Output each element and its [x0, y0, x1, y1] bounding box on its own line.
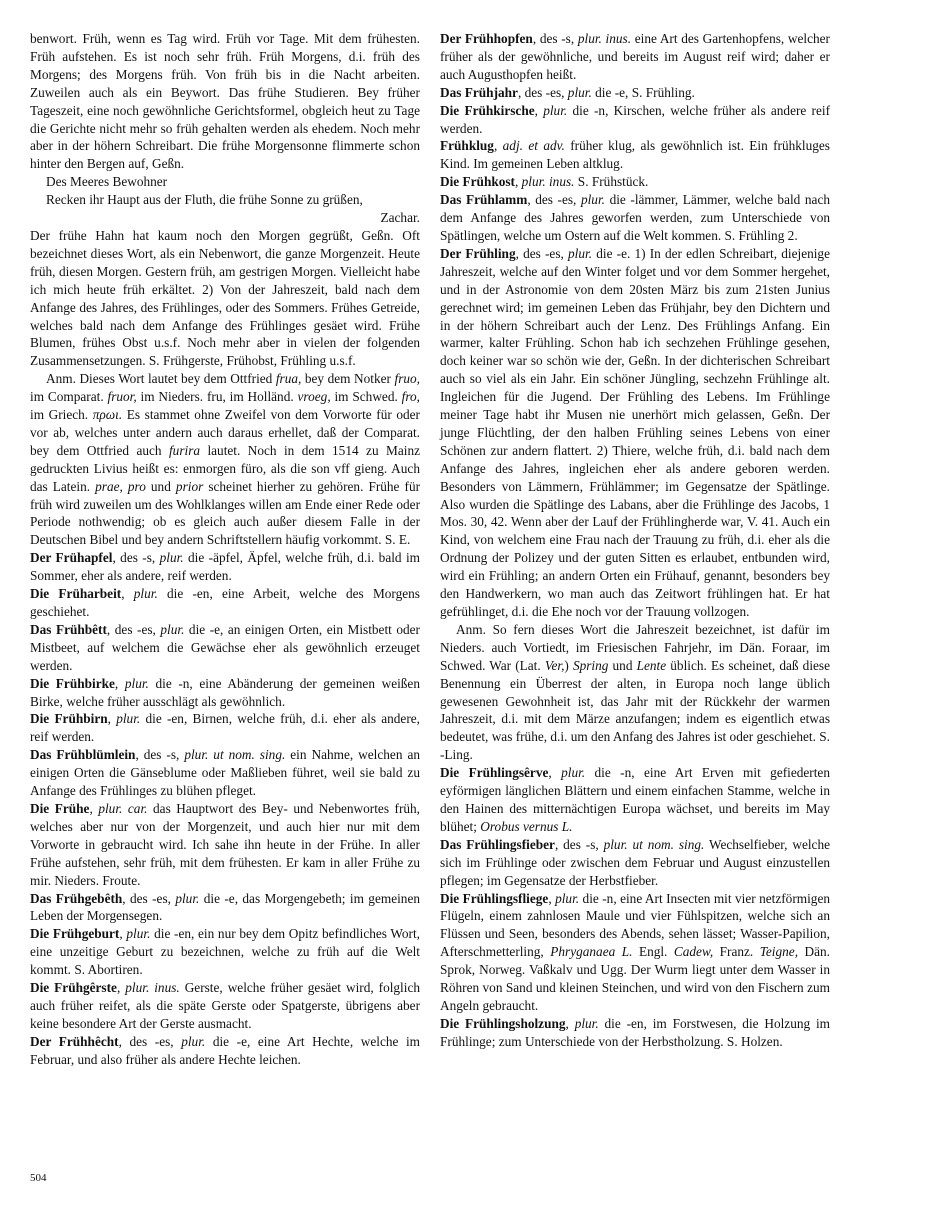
- italic-term: Spring: [572, 657, 609, 673]
- entry-text: Der frühe Hahn hat kaum noch den Morgen gegrüßt, Geßn. Oft bezeichnet dieses Wort, als ein Nebenwort, die ganze Morgenzeit. Heute früh, diesen Morgen. Gestern früh, am gestrigen Morgen. Vielleicht habe ich mich heute früh erkältet. 2) Von der Jahreszeit, bald nach dem Anfange des Jahres, des Frühlinges, oder des Sommers. Frühes Getreide, welches bald nach dem Anfange des Frühlinges gesäet wird. Frühe Blumen, frühes Obst u.s.f. Noch mehr aber in vielen der folgenden Zusammensetzungen. S. Frühgerste, Frühobst, Frühling u.s.f.: [30, 227, 420, 369]
- entry-text: ,: [493, 138, 503, 154]
- entry-text: S. Frühstück.: [574, 174, 649, 190]
- italic-term: plur. inus.: [125, 980, 180, 996]
- italic-term: plur.: [561, 765, 586, 781]
- entry-paragraph: [440, 102, 830, 138]
- entry-paragraph: [440, 137, 830, 173]
- italic-term: plur. inus.: [521, 174, 575, 190]
- headword: Die Frühlingsfliege: [440, 890, 549, 906]
- entry-text: ,: [107, 711, 117, 727]
- entry-text: das Hauptwort des Bey- und Nebenwortes früh, welches aber nur von der Morgenzeit, und auch hier nur mit dem Vorworte in gebraucht wird. Ich sahe ihn heute in der Frühe. In aller Frühe aufstehen, sehr früh, mit dem frühesten. Er kam in aller Frühe zu mir. Nieders. Froute.: [30, 800, 421, 888]
- entry-text: die -e, eine Art Hechte, welche im Februar, und also früher als andere Hechte leichen.: [30, 1033, 421, 1067]
- entry-text: die -en, Birnen, welche früh, d.i. eher als andere, reif werden.: [30, 711, 420, 745]
- entry-paragraph: [440, 84, 830, 102]
- entry-text: , des -es,: [527, 192, 581, 208]
- entry-text: im Griech.: [30, 407, 93, 423]
- entry-text: die -en, im Forstwesen, die Holzung im Frühlinge; zum Unterschiede von der Herbstholzung. S. Holzen.: [440, 1015, 831, 1049]
- entry-paragraph: [440, 1015, 830, 1051]
- entry-paragraph: [30, 191, 420, 209]
- headword: Die Frühgêrste: [30, 980, 117, 996]
- entry-text: bey dem Notker: [301, 371, 395, 387]
- entry-paragraph: [30, 585, 420, 621]
- entry-paragraph: [30, 979, 420, 1033]
- entry-text: Gerste, welche früher gesäet wird, folglich auch früher reifet, als die späte Gerste oder Spatgerste, übrigens aber keine besondere Art der Gerste ausmacht.: [30, 980, 420, 1031]
- italic-term: plur.: [543, 102, 568, 118]
- entry-paragraph: [30, 621, 420, 675]
- entry-text: ,: [116, 980, 126, 996]
- entry-text: scheinet hierher zu gehören. Frühe für früh wird zuweilen um des Wohlklanges willen am Ende einer Rede oder Periode nothwendig; ob es gleich auch außer diesem Falle in der Deutschen Bibel und bey andern Schriftstellern häufig vorkommt. S. E.: [30, 478, 421, 548]
- entry-text: die -n, eine Abänderung der gemeinen weißen Birke, welche früher ausschlägt als gewöhnlich.: [30, 675, 420, 709]
- entry-text: die -e. 1) In der edlen Schreibart, diejenige Jahreszeit, welche auf den Winter folget und vor dem Sommer hergehet, und in der Astronomie von dem 20sten März bis zum 21sten Junius gerechnet wird; im gemeinen Leben das Frühjahr, bey den Dichtern und in der höhern Schreibart auch der Lenz. Des Frühlings Anfang. Ein warmer, kalter Frühling. Schon hab ich sechzehen Frühlinge gesehen, doch keiner war so schön wie der, Geßn. In der dichterischen Schreibart auch so viel als ein Jahr. Ein schöner Jüngling, sechzehn Frühlinge alt. Ingleichen für die Jugend. Der Frühling des Lebens. Im Frühlinge meiner Tage habt ihr Musen nie unerhört mich gelassen, Geßn. Der junge Flüchtling, der den halben Frühling seines Lebens von einer Schönen zur andern flattert. 2) Thiere, welche früh, d.i. bald nach dem Anfange des Jahres, ingleichen eher als andere geboren werden. Besonders von Lämmern, Frühlämmer; im Gegensatze der Spätlinge. Also wurden die Spätlinge des Labans, aber die Frühlinge des Jacobs, 1 Mos. 30, 42. Wenn aber der Lauf der Frühlingherde war, V. 41. Auch ein Kind, von welchem eine Frau nach der Trauung zu früh, d.i. eher als die Ordnung der Polizey und der guten Sitten es erlaubet, entbunden wird, wird ein Frühling; an andern Orten ein Frühauf, genannt, besonders bey den Handwerkern, wo man auch das Zeitwort frühlingen hat. Er hat gefrühlinget, d.i. die Ehe noch vor der Trauung vollzogen.: [440, 245, 830, 619]
- italic-term: fruo,: [394, 371, 420, 387]
- entry-text: ,: [565, 1015, 575, 1031]
- headword: Frühklug: [440, 138, 494, 154]
- entry-text: ,: [121, 586, 134, 602]
- headword: Das Frühblümlein: [30, 747, 136, 763]
- right-column: [440, 30, 830, 1051]
- italic-term: plur. car.: [98, 800, 148, 816]
- italic-term: plur.: [181, 1033, 206, 1049]
- entry-text: Recken ihr Haupt aus der Fluth, die frühe Sonne zu grüßen,: [46, 192, 363, 208]
- entry-text: und: [608, 657, 637, 673]
- entry-paragraph: [30, 746, 420, 800]
- entry-paragraph: [440, 245, 830, 621]
- entry-text: im Schwed.: [330, 389, 402, 405]
- headword: Der Frühling: [440, 245, 516, 261]
- entry-text: die -e, an einigen Orten, ein Mistbett oder Mistbeet, auf welchem die Gewächse eher als gewöhnlich erzeuget werden.: [30, 621, 420, 673]
- italic-term: plur.: [580, 192, 605, 208]
- entry-text: , des -es,: [517, 84, 568, 100]
- entry-text: , des -es,: [106, 621, 161, 637]
- italic-term: Phryganaea L.: [550, 944, 633, 960]
- headword: Die Frühe: [30, 800, 90, 816]
- italic-term: fruor,: [107, 389, 137, 405]
- entry-text: Es stammet ohne Zweifel von dem Vorworte für oder vor ab, welches unter andern auch daraus erhellet, daß der Comparat. bey dem Ottfried auch: [30, 407, 420, 458]
- left-column: [30, 30, 420, 1069]
- headword: Die Frühgeburt: [30, 926, 120, 942]
- italic-term: plur.: [555, 890, 580, 906]
- entry-text: ,: [548, 890, 556, 906]
- entry-text: die -äpfel, Äpfel, welche früh, d.i. bald im Sommer, eher als andere, reif werden.: [30, 550, 420, 584]
- entry-paragraph: [30, 173, 420, 191]
- entry-text: Dän. Sprok, Norweg. Vaßkalv und Ugg. Der Wurm liegt unter dem Wasser in Röhren von Sand und kleinen Steinchen, und wird von den Fischern zum Angeln gebraucht.: [440, 944, 830, 1013]
- entry-text: Anm. Dieses Wort lautet bey dem Ottfried: [46, 371, 276, 387]
- entry-text: die -lämmer, Lämmer, welche bald nach dem Anfange des Jahres geworfen werden, zum Unterschiede von Spätlingen, welche um Ostern auf die Welt kommen. S. Frühling 2.: [440, 192, 831, 243]
- entry-paragraph: [30, 710, 420, 746]
- italic-term: frua,: [275, 371, 302, 387]
- entry-text: die -n, eine Art Insecten mit vier netzförmigen Flügeln, einem zahnlosen Maule und vier Fühlspitzen, welche sich an Flüssen und Seen, besonders des Abends, sehen lässet; Wasser-Papilion, Afterschmetterling,: [440, 890, 830, 960]
- headword: Die Frühlingsêrve: [440, 765, 549, 781]
- italic-term: plur.: [133, 586, 158, 602]
- entry-text: üblich. Es scheinet, daß diese Benennung ein Überrest der alten, in Europa noch lange üblich gewesenen Gewohnheit ist, das Jahr mit der Rückkehr der warmen Jahreszeit, d.i. mit dem Märze anzufangen; indem es eigentlich etwas bedeutet, was frühe, d.i. um den Anfang des Jahres ist oder geschiehet. S. -Ling.: [440, 657, 830, 763]
- headword: Das Frühgebêth: [30, 890, 123, 906]
- entry-text: , des -s,: [135, 747, 185, 763]
- italic-term: plur.: [116, 711, 141, 727]
- entry-text: ,: [534, 102, 544, 118]
- entry-paragraph: [30, 925, 420, 979]
- entry-text: Anm. So fern dieses Wort die Jahreszeit bezeichnet, ist dafür im Nieders. auch Vortiedt, im Friesischen Fahrjehr, im Dän. Foraar, im Schwed. War (Lat.: [440, 621, 830, 673]
- italic-term: plur.: [126, 926, 151, 942]
- italic-term: plur.: [574, 1015, 599, 1031]
- italic-term: plur. ut nom. sing.: [603, 836, 705, 852]
- italic-term: plur.: [159, 550, 184, 566]
- entry-text: die -n, eine Art Erven mit gefiederten eyförmigen länglichen Blättern und einem einfachen Stamme, welche in den Hainen des mitternächtigen Europa wächset, und bereits im May blühet;: [440, 765, 830, 834]
- page-number: 504: [30, 1172, 47, 1184]
- entry-text: ,: [89, 800, 99, 816]
- entry-text: die -e, das Morgengebeth; im gemeinen Leben der Morgensegen.: [30, 890, 420, 924]
- entry-paragraph: [30, 227, 420, 370]
- entry-paragraph: [30, 209, 420, 227]
- entry-paragraph: [30, 800, 420, 890]
- entry-text: lautet. Noch in dem 1514 zu Mainz gedruckten Livius heißt es: enmorgen füro, als die son vff gieng. Auch das Latein.: [30, 442, 420, 494]
- entry-text: Des Meeres Bewohner: [46, 174, 168, 190]
- entry-text: und: [145, 478, 176, 494]
- entry-paragraph: [440, 30, 830, 84]
- entry-paragraph: [30, 1033, 420, 1069]
- entry-text: , des -es,: [515, 245, 569, 261]
- entry-text: eine Art des Gartenhopfens, welcher früher als der gewöhnliche, und bereits im August reif wird; daher er auch Augusthopfen heißt.: [440, 31, 830, 82]
- italic-term: Orobus vernus L.: [480, 818, 573, 834]
- entry-text: Engl.: [632, 944, 674, 960]
- entry-text: die -en, eine Arbeit, welche des Morgens geschiehet.: [30, 586, 420, 619]
- headword: Der Frühapfel: [30, 550, 113, 566]
- entry-text: Zachar.: [380, 210, 420, 226]
- entry-paragraph: [440, 764, 830, 836]
- entry-paragraph: [440, 890, 830, 1015]
- italic-term: prior: [175, 478, 204, 494]
- entry-paragraph: [30, 370, 420, 549]
- entry-text: , des -es,: [118, 1033, 182, 1049]
- entry-text: ,: [514, 174, 522, 190]
- italic-term: adj. et adv.: [502, 138, 565, 154]
- entry-text: Franz.: [713, 944, 760, 960]
- entry-paragraph: [440, 621, 830, 764]
- entry-text: ,: [114, 675, 125, 691]
- entry-paragraph: [30, 549, 420, 585]
- entry-paragraph: [30, 30, 420, 173]
- headword: Die Frühlingsholzung: [440, 1015, 566, 1031]
- entry-paragraph: [30, 890, 420, 926]
- italic-term: plur.: [568, 245, 593, 261]
- entry-text: , des -es,: [122, 890, 176, 906]
- entry-paragraph: [440, 173, 830, 191]
- entry-paragraph: [440, 191, 830, 245]
- italic-term: prae, pro: [95, 478, 146, 494]
- italic-term: plur.: [175, 890, 200, 906]
- entry-text: , des -s,: [532, 31, 578, 46]
- entry-text: ): [564, 657, 573, 673]
- headword: Das Frühbêtt: [30, 621, 107, 637]
- entry-text: früher klug, als gewöhnlich ist. Ein frühkluges Kind. Im gemeinen Leben altklug.: [440, 138, 830, 172]
- headword: Das Frühlingsfieber: [440, 836, 555, 852]
- entry-text: benwort. Früh, wenn es Tag wird. Früh vor Tage. Mit dem frühesten. Früh aufstehen. Es ist noch sehr früh. Früh Morgens, d.i. früh des Morgens; des Morgens früh. Von früh bis in die Nacht arbeiten. Zuweilen auch als ein Beywort. Das frühe Studieren. Bey früher Tageszeit, eine noch gewöhnliche Gerichtsformel, obgleich heut zu Tage die Gerichte nicht mehr so früh gehalten werden als ehedem. Noch mehr aber in der höhern Schreibart. Die frühe Morgensonne flimmerte schon hinter den Bergen auf, Geßn.: [30, 31, 420, 172]
- italic-term: plur.: [124, 675, 149, 691]
- headword: Die Frühbirke: [30, 675, 115, 691]
- italic-term: plur.: [567, 84, 592, 100]
- headword: Das Frühjahr: [440, 84, 518, 100]
- italic-term: Lente: [636, 657, 667, 673]
- italic-term: plur.: [160, 621, 185, 637]
- entry-text: im Nieders. fru, im Holländ.: [136, 389, 298, 405]
- italic-term: furira: [168, 442, 201, 458]
- italic-term: fro,: [401, 389, 421, 405]
- italic-term: plur. inus.: [577, 31, 632, 46]
- entry-text: , des -s,: [112, 550, 160, 566]
- headword: Die Frühbirn: [30, 711, 108, 727]
- headword: Der Frühhopfen: [440, 31, 533, 46]
- headword: Das Frühlamm: [440, 192, 528, 208]
- headword: Die Frühkirsche: [440, 102, 535, 118]
- entry-text: ein Nahme, welchen an einigen Orten die Gänseblume oder Maßlieben führet, weil sie bald zu Anfange des Frühlinges zu blühen pfleget.: [30, 747, 420, 799]
- entry-text: Wechselfieber, welche sich im Frühlinge oder zwischen dem Februar und August einzustellen pflegen; im Gegensatze der Herbstfieber.: [440, 836, 831, 888]
- italic-term: Cadew,: [673, 944, 714, 960]
- entry-paragraph: [30, 675, 420, 711]
- headword: Die Früharbeit: [30, 586, 122, 602]
- italic-term: πρωι.: [92, 407, 123, 423]
- italic-term: plur. ut nom. sing.: [184, 747, 286, 763]
- entry-paragraph: [440, 836, 830, 890]
- entry-text: ,: [119, 926, 127, 942]
- italic-term: Ver,: [544, 657, 565, 673]
- entry-text: die -n, Kirschen, welche früher als andere reif werden.: [440, 102, 830, 136]
- italic-term: Teigne,: [759, 944, 799, 960]
- entry-text: , des -s,: [554, 836, 604, 852]
- entry-text: die -en, ein nur bey dem Opitz befindliches Wort, eine unzeitige Geburt zu bezeichnen, welche zu früh auf die Welt kommt. S. Abortiren.: [30, 926, 420, 978]
- entry-text: im Comparat.: [30, 389, 108, 405]
- headword: Der Frühhêcht: [30, 1033, 119, 1049]
- entry-text: die -e, S. Frühling.: [591, 84, 695, 100]
- entry-text: ,: [548, 765, 562, 781]
- headword: Die Frühkost: [440, 174, 515, 190]
- italic-term: vroeg,: [297, 389, 331, 405]
